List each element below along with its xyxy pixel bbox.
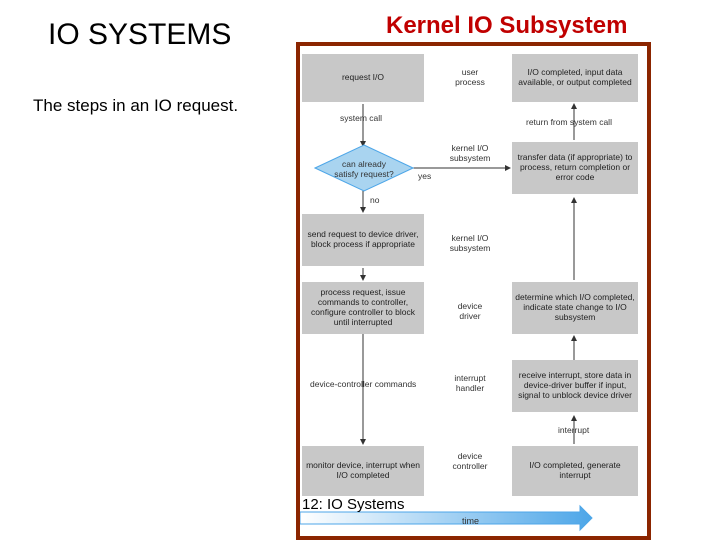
io-request-diagram	[296, 42, 651, 540]
generate-interrupt-box: I/O completed, generate interrupt	[512, 446, 638, 496]
determine-io-box: determine which I/O completed, indicate state change to I/O subsystem	[512, 282, 638, 334]
decision-label: can already satisfy request?	[334, 159, 394, 179]
interrupt-label: interrupt	[558, 425, 590, 435]
layer-device-driver: device driver	[457, 301, 483, 321]
layer-device-controller: device controller	[452, 451, 488, 471]
system-call-label: system call	[340, 113, 383, 123]
layer-interrupt-handler: interrupt handler	[454, 373, 486, 393]
device-controller-commands-label: device-controller commands	[310, 379, 417, 389]
process-request-box: process request, issue commands to controller, configure controller to block until interrupted	[302, 282, 424, 334]
return-from-system-call-label: return from system call	[526, 117, 612, 127]
footer-text: 12: IO Systems	[302, 496, 405, 513]
transfer-data-box: transfer data (if appropriate) to process, return completion or error code	[512, 142, 638, 194]
layer-user-process: user process	[455, 67, 485, 87]
description-text: The steps in an IO request.	[33, 96, 239, 115]
no-label: no	[370, 195, 380, 205]
receive-interrupt-box: receive interrupt, store data in device-driver buffer if input, signal to unblock device driver	[512, 360, 638, 412]
section-subtitle: Kernel IO Subsystem	[386, 12, 628, 39]
send-request-box: send request to device driver, block process if appropriate	[302, 214, 424, 266]
layer-kernel-io-subsystem-2: kernel I/O subsystem	[449, 233, 491, 253]
request-io-box: request I/O	[302, 54, 424, 102]
monitor-device-box: monitor device, interrupt when I/O completed	[302, 446, 424, 496]
time-label: time	[462, 516, 480, 526]
io-completed-box: I/O completed, input data available, or output completed	[512, 54, 638, 102]
yes-label: yes	[418, 171, 432, 181]
page-title: IO SYSTEMS	[48, 18, 232, 51]
layer-kernel-io-subsystem-1: kernel I/O subsystem	[449, 143, 491, 163]
